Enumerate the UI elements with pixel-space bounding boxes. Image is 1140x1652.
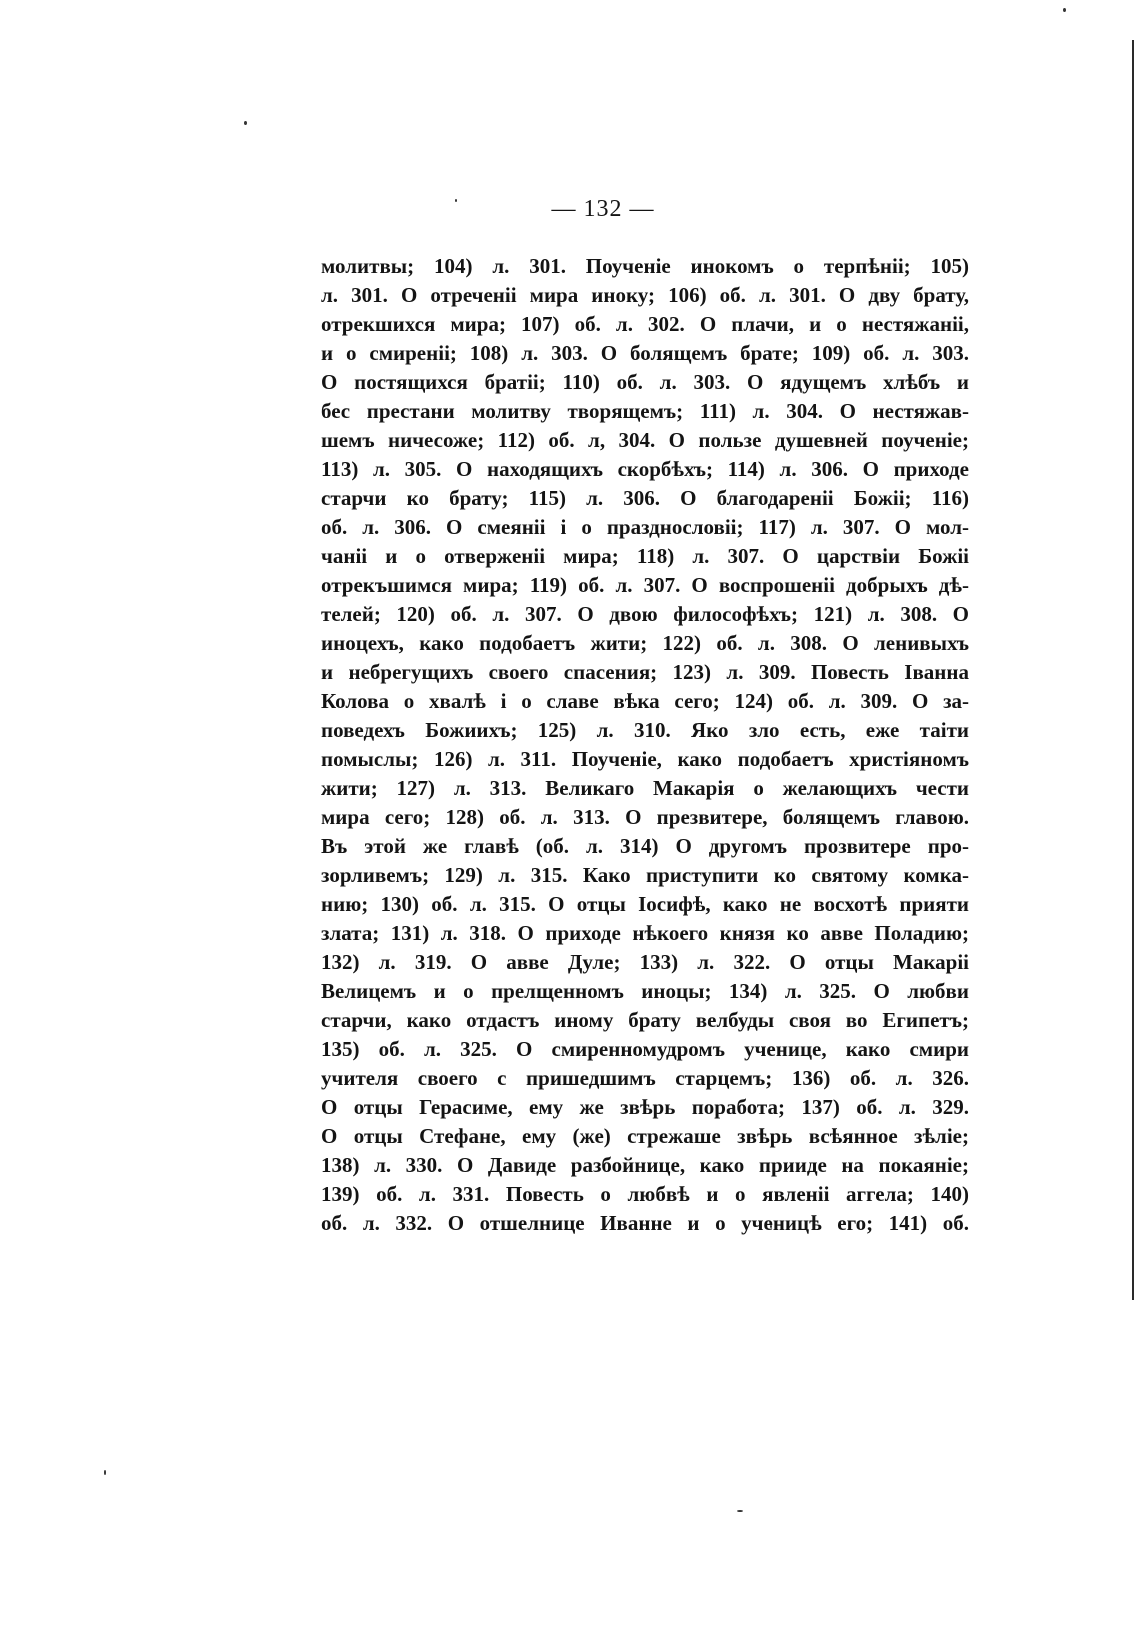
- text-line: 138) л. 330. О Давиде разбойнице, како прииде на покаяніе;: [321, 1153, 969, 1177]
- text-line: 139) об. л. 331. Повесть о любвѣ и о явленіі аггела; 140): [321, 1182, 969, 1206]
- scan-speck: [244, 121, 247, 125]
- scan-speck: [104, 1470, 106, 1475]
- text-line: об. л. 332. О отшелнице Иванне и о ученицѣ его; 141) об.: [321, 1211, 969, 1235]
- text-line: телей; 120) об. л. 307. О двою философѣхъ; 121) л. 308. О: [321, 602, 969, 626]
- scan-speck: [737, 1510, 743, 1512]
- body-text: [321, 252, 969, 1238]
- scan-edge-line: [1132, 40, 1134, 1300]
- text-line: старчи, како отдастъ иному брату велбуды своя во Египетъ;: [321, 1008, 969, 1032]
- text-line: иноцехъ, како подобаетъ жити; 122) об. л. 308. О ленивыхъ: [321, 631, 969, 655]
- text-line: 135) об. л. 325. О смиренномудромъ ученице, како смири: [321, 1037, 969, 1061]
- text-line: молитвы; 104) л. 301. Поученіе инокомъ о терпѣніі; 105): [321, 254, 969, 278]
- text-line: старчи ко брату; 115) л. 306. О благодареніі Божіі; 116): [321, 486, 969, 510]
- text-line: нию; 130) об. л. 315. О отцы Іосифѣ, како не восхотѣ прияти: [321, 892, 969, 916]
- text-line: 113) л. 305. О находящихъ скорбѣхъ; 114) л. 306. О приходе: [321, 457, 969, 481]
- text-line: л. 301. О отреченіі мира иноку; 106) об. л. 301. О дву брату,: [321, 283, 969, 307]
- text-line: Въ этой же главѣ (об. л. 314) О другомъ прозвитере про-: [321, 834, 969, 858]
- text-line: О отцы Герасиме, ему же звѣрь поработа; 137) об. л. 329.: [321, 1095, 969, 1119]
- text-line: 132) л. 319. О авве Дуле; 133) л. 322. О отцы Макаріі: [321, 950, 969, 974]
- text-line: Велицемъ и о прелщенномъ иноцы; 134) л. 325. О любви: [321, 979, 969, 1003]
- text-line: и небрегущихъ своего спасения; 123) л. 309. Повесть Іванна: [321, 660, 969, 684]
- text-line: О постящихся братіі; 110) об. л. 303. О ядущемъ хлѣбъ и: [321, 370, 969, 394]
- text-line: шемъ ничесоже; 112) об. л, 304. О пользе душевней поученіе;: [321, 428, 969, 452]
- text-line: Колова о хвалѣ і о славе вѣка сего; 124) об. л. 309. О за-: [321, 689, 969, 713]
- text-line: бес престани молитву творящемъ; 111) л. 304. О нестяжав-: [321, 399, 969, 423]
- text-line: учителя своего с пришедшимъ старцемъ; 136) об. л. 326.: [321, 1066, 969, 1090]
- text-line: отрекшихся мира; 107) об. л. 302. О плачи, и о нестяжаніі,: [321, 312, 969, 336]
- text-line: жити; 127) л. 313. Великаго Макарія о желающихъ чести: [321, 776, 969, 800]
- scan-speck: [1063, 8, 1066, 12]
- text-line: поведехъ Божиихъ; 125) л. 310. Яко зло есть, еже таіти: [321, 718, 969, 742]
- text-line: и о смиреніі; 108) л. 303. О болящемъ брате; 109) об. л. 303.: [321, 341, 969, 365]
- text-line: помыслы; 126) л. 311. Поученіе, како подобаетъ христіяномъ: [321, 747, 969, 771]
- text-line: злата; 131) л. 318. О приходе нѣкоего князя ко авве Поладию;: [321, 921, 969, 945]
- text-line: чаніі и о отверженіі мира; 118) л. 307. О царствіи Божіі: [321, 544, 969, 568]
- text-line: О отцы Стефане, ему (же) стрежаше звѣрь всѣяннoе зѣліе;: [321, 1124, 969, 1148]
- text-line: отрекъшимся мира; 119) об. л. 307. О воспрошеніі добрыхъ дѣ-: [321, 573, 969, 597]
- text-line: зорливемъ; 129) л. 315. Како приступити ко святому комка-: [321, 863, 969, 887]
- text-line: об. л. 306. О смеяніі і о празднословіі; 117) л. 307. О мол-: [321, 515, 969, 539]
- text-line: мира сего; 128) об. л. 313. О презвитере, болящемъ главою.: [321, 805, 969, 829]
- page-number: — 132 —: [551, 196, 655, 222]
